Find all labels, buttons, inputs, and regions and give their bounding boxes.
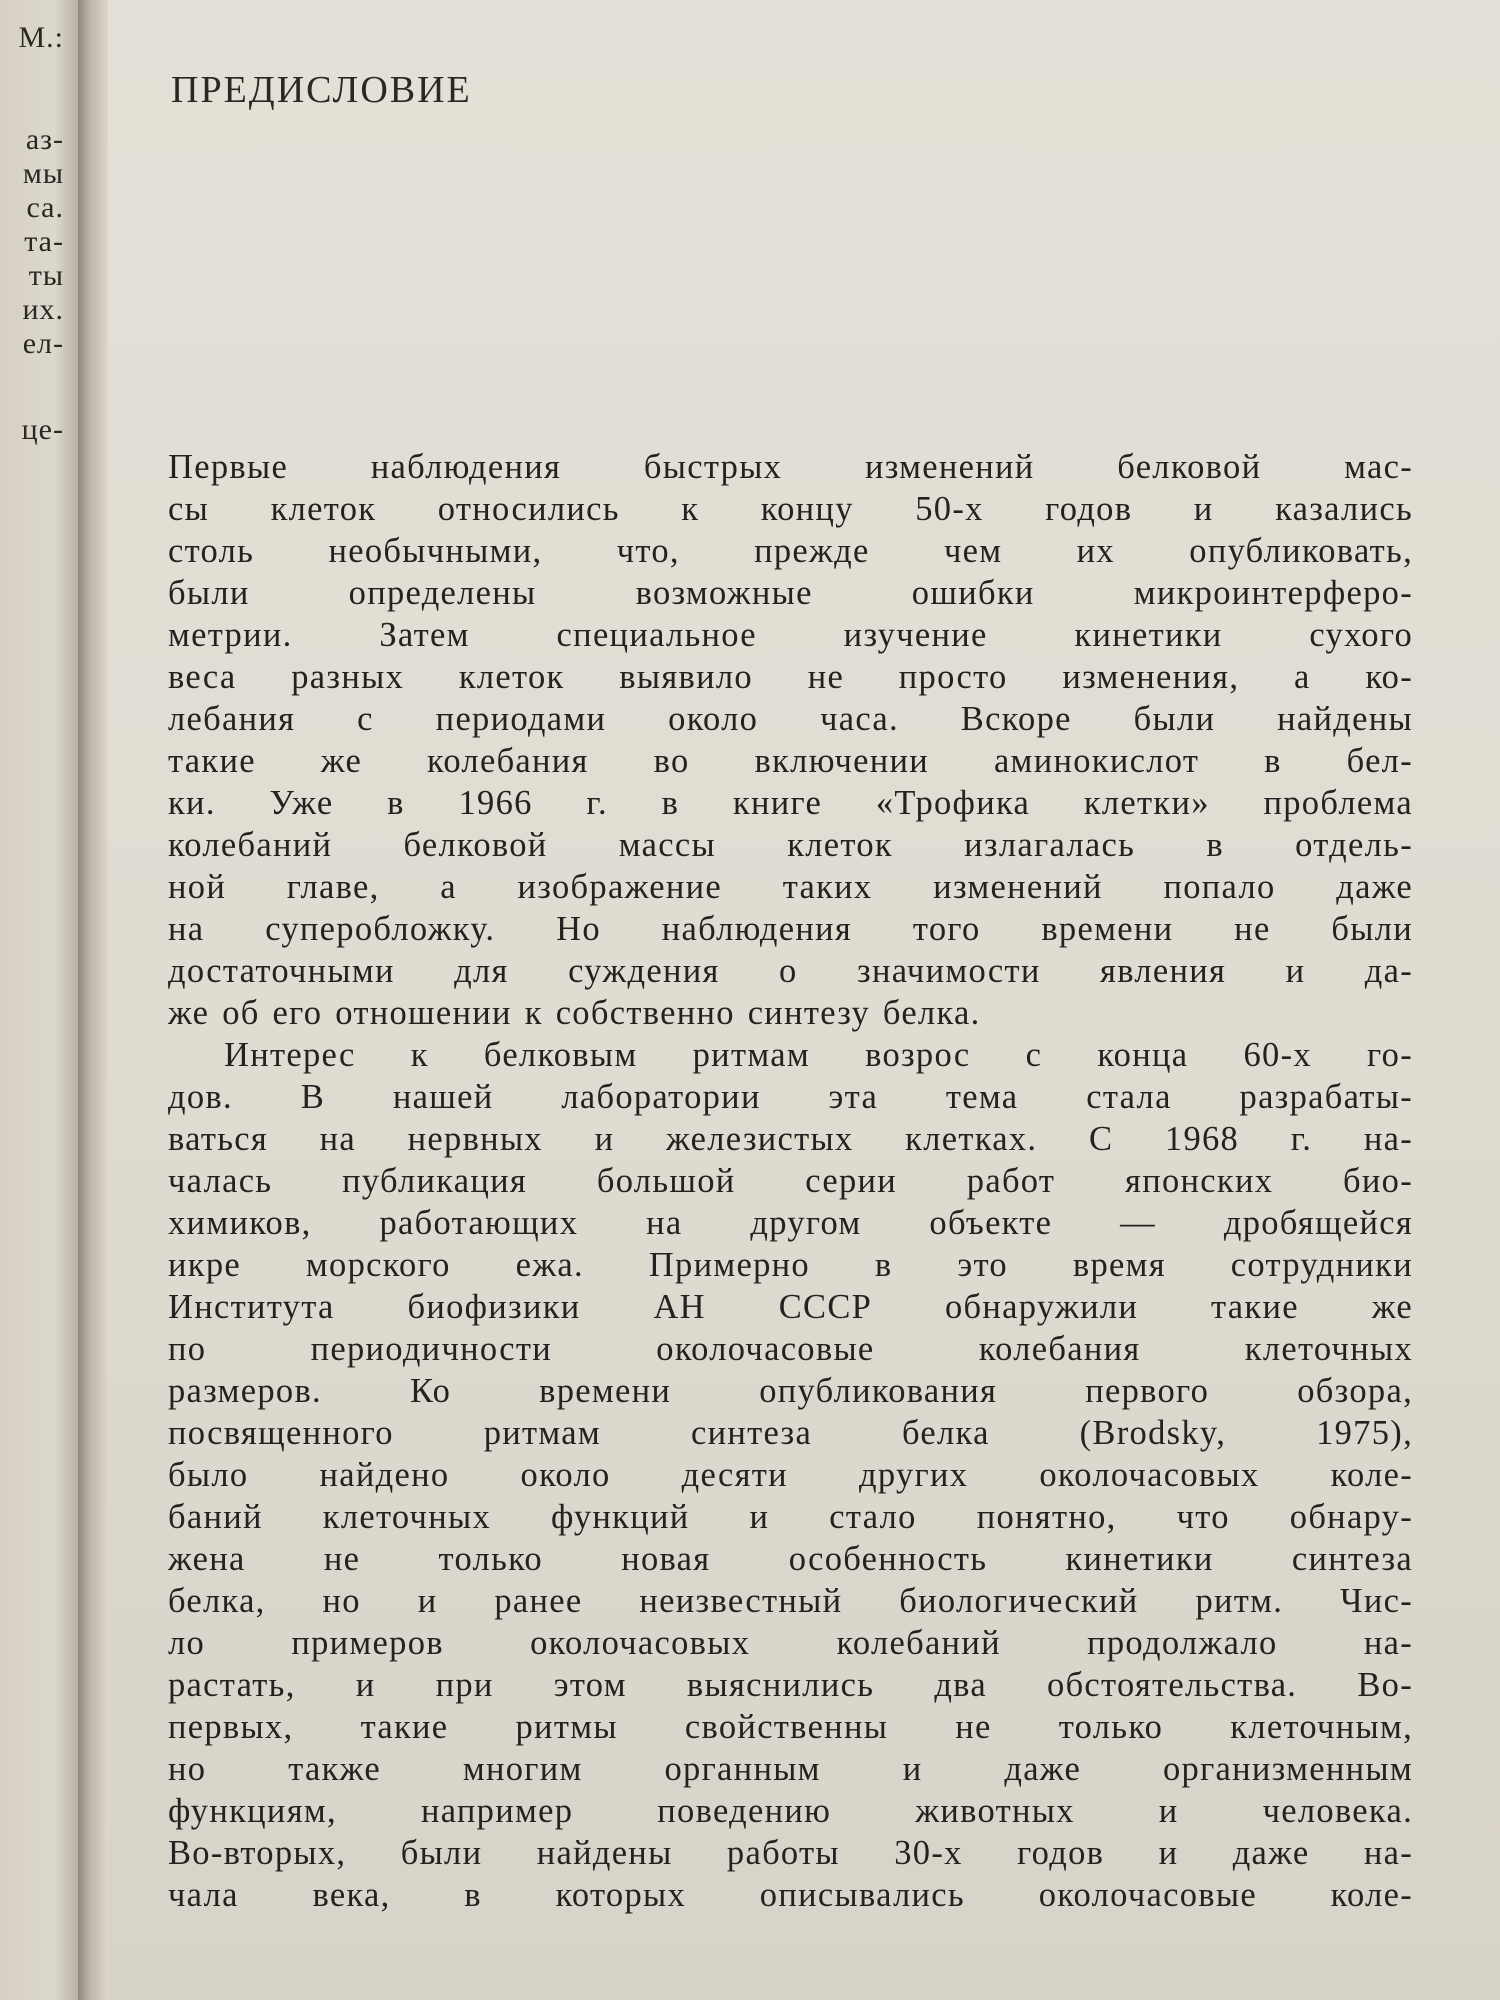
left-page-fragment: ты — [28, 259, 64, 292]
text-line: Интерес к белковым ритмам возрос с конца 60-х го- — [224, 1036, 1413, 1074]
text-line: дов. В нашей лаборатории эта тема стала разрабаты- — [168, 1078, 1413, 1116]
text-line: баний клеточных функций и стало понятно, что обнару- — [168, 1498, 1413, 1536]
text-line: посвященного ритмам синтеза белка (Brodsky, 1975), — [168, 1414, 1413, 1452]
left-page-fragment: их. — [22, 293, 64, 326]
text-line: на суперобложку. Но наблюдения того времени не были — [168, 910, 1413, 948]
text-line: ки. Уже в 1966 г. в книге «Трофика клетки» проблема — [168, 784, 1413, 822]
text-line: химиков, работающих на другом объекте — дробящейся — [168, 1204, 1413, 1242]
text-line: колебаний белковой массы клеток излагалась в отдель- — [168, 826, 1413, 864]
paragraph-1 — [168, 446, 1413, 1034]
left-page-fragment: ел- — [22, 327, 64, 360]
text-line: по периодичности околочасовые колебания клеточных — [168, 1330, 1413, 1368]
text-line: икре морского ежа. Примерно в это время сотрудники — [168, 1246, 1413, 1284]
left-facing-page — [0, 0, 78, 2000]
text-line: лебания с периодами около часа. Вскоре были найдены — [168, 700, 1413, 738]
book-page — [108, 0, 1500, 2000]
text-line: функциям, например поведению животных и человека. — [168, 1792, 1413, 1830]
text-line: Во-вторых, были найдены работы 30-х годов и даже на- — [168, 1834, 1413, 1872]
text-line: чала века, в которых описывались околочасовые коле- — [168, 1876, 1413, 1914]
text-line: ло примеров околочасовых колебаний продолжало на- — [168, 1624, 1413, 1662]
left-page-fragment: М.: — [18, 21, 64, 54]
text-line: было найдено около десяти других околочасовых коле- — [168, 1456, 1413, 1494]
paragraph-2 — [168, 1034, 1413, 1916]
text-line: но также многим органным и даже организменным — [168, 1750, 1413, 1788]
text-line: же об его отношении к собственно синтезу белка. — [168, 994, 981, 1032]
text-line: такие же колебания во включении аминокислот в бел- — [168, 742, 1413, 780]
left-page-fragment: аз- — [25, 123, 64, 156]
left-page-fragment: це- — [21, 413, 64, 446]
text-line: достаточными для суждения о значимости явления и да- — [168, 952, 1413, 990]
text-line: растать, и при этом выяснились два обстоятельства. Во- — [168, 1666, 1413, 1704]
text-line: жена не только новая особенность кинетики синтеза — [168, 1540, 1413, 1578]
left-page-fragment: та- — [24, 225, 64, 258]
text-line: были определены возможные ошибки микроинтерферо- — [168, 574, 1413, 612]
text-line: ной главе, а изображение таких изменений попало даже — [168, 868, 1413, 906]
book-gutter-shadow — [78, 0, 108, 2000]
text-line: ваться на нервных и железистых клетках. С 1968 г. на- — [168, 1120, 1413, 1158]
text-line: Первые наблюдения быстрых изменений белковой мас- — [168, 448, 1413, 486]
text-line: сы клеток относились к концу 50-х годов и казались — [168, 490, 1413, 528]
text-line: размеров. Ко времени опубликования первого обзора, — [168, 1372, 1413, 1410]
text-line: белка, но и ранее неизвестный биологический ритм. Чис- — [168, 1582, 1413, 1620]
page-heading: ПРЕДИСЛОВИЕ — [171, 69, 472, 111]
left-page-fragment: мы — [22, 157, 64, 190]
text-line: чалась публикация большой серии работ японских био- — [168, 1162, 1413, 1200]
text-line: первых, такие ритмы свойственны не только клеточным, — [168, 1708, 1413, 1746]
text-line: метрии. Затем специальное изучение кинетики сухого — [168, 616, 1413, 654]
text-line: веса разных клеток выявило не просто изменения, а ко- — [168, 658, 1413, 696]
text-line: столь необычными, что, прежде чем их опубликовать, — [168, 532, 1413, 570]
text-line: Института биофизики АН СССР обнаружили такие же — [168, 1288, 1413, 1326]
body-text — [168, 446, 1413, 1916]
left-page-fragment: са. — [26, 191, 64, 224]
